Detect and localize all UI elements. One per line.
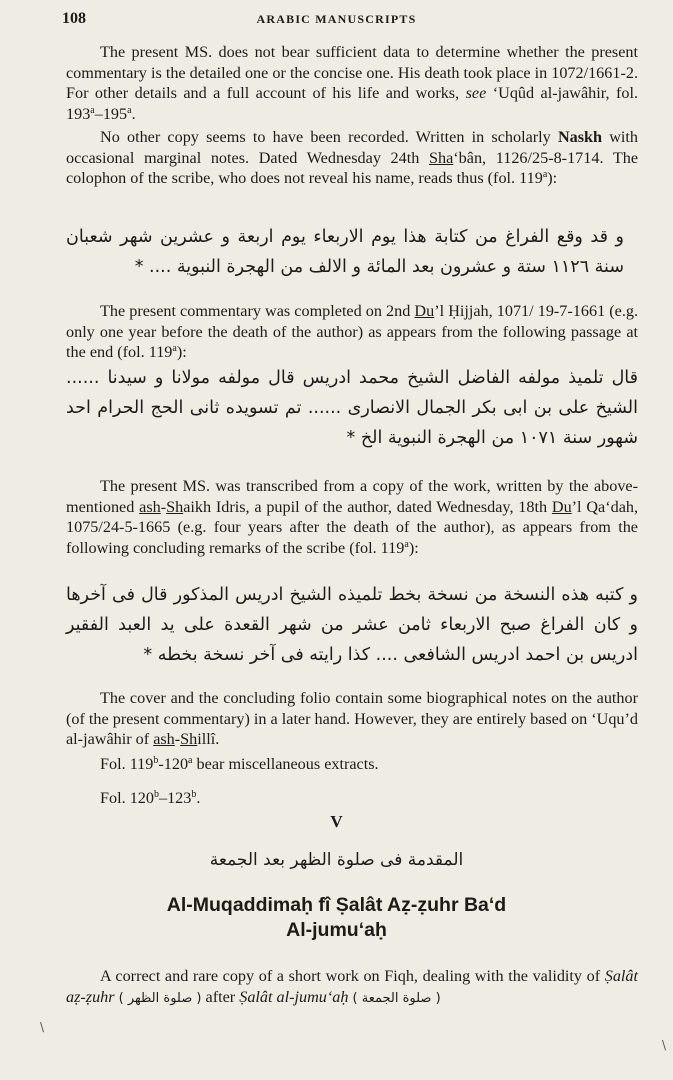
para5-ash: ash <box>153 730 175 749</box>
para4-text-b: aikh Idris, a pupil of the author, dated Wednesday, 18th <box>183 497 548 516</box>
para2-naskh: Naskh <box>557 128 603 146</box>
para1-end: . <box>131 104 136 123</box>
arabic-completion-quote: قال تلميذ مولفه الفاضل الشيخ محمد ادريس قال مولفه مولانا و سيدنا ...... الشيخ علی بن ابی بکر الجمال الانصاری ...... تم تسويده ثانی الحج الحرام احد شهور سنة ١٠٧١ من الهجرة النبوية الخ * <box>66 368 638 448</box>
para1-ref: ‘Uqûd al-jawâhir, fol. 193 <box>66 84 639 123</box>
fol-b-sup1: b <box>153 789 159 800</box>
para3-du: Du <box>414 302 435 320</box>
para6-text-a: A correct and rare copy of a short work on Fiqh, dealing with the validity of <box>100 967 601 985</box>
para4-du: Du <box>551 497 572 516</box>
page-header <box>0 10 673 32</box>
para6-salat1: Ṣalât aẓ-ẓuhr <box>66 967 639 1006</box>
arabic-scribe-quote: و کتبه هذه النسخة من نسخة بخط تلميذه الشيخ ادريس المذکور قال فی آخرها و کان الفراغ صبح الاربعاء ثامن عشر من شهر القعدة علی يد العبد الفقير ادريس بن احمد ادريس الشافعی .... کذا رايته فی آخر نسخة بخطه * <box>66 585 638 665</box>
section-numeral: V <box>330 812 343 831</box>
para1-sup1: a <box>90 104 95 116</box>
arabic-colophon-quote: و قد وقع الفراغ من كتابة هذا يوم الاربعاء يوم اربعة و عشرين شهر شعبان سنة ١١٢٦ ستة و عشرون بعد المائة و الالف من الهجرة النبوية .... * <box>66 227 624 277</box>
folio-range-line <box>66 788 638 809</box>
paragraph-transcription <box>66 476 638 558</box>
para3-text-b: ’l <box>434 302 445 320</box>
para3-text-c: , 1071/ 19-7-1661 (e.g. only one year before the death of the author) as appears from the following passage at the end (fol. 119 <box>66 302 639 362</box>
fol-a-sup1: b <box>153 755 159 766</box>
para2-text-b: with occasional marginal notes. Dated Wednesday 24th <box>66 128 638 167</box>
para6-salat2: Ṣalât al-jumu‘aḥ <box>239 987 349 1006</box>
arabic-title: المقدمة فی صلوة الظهر بعد الجمعة <box>209 850 464 870</box>
para4-ash: ash <box>139 497 161 516</box>
para4-sup: a <box>404 538 409 550</box>
para4-end: ): <box>408 538 419 557</box>
paragraph-death-date <box>66 42 638 124</box>
fol-a-post: bear miscellaneous extracts. <box>196 755 379 773</box>
folio-extracts-line <box>66 754 638 775</box>
fol-a-sup2: a <box>188 755 193 766</box>
para2-end: ): <box>547 169 558 188</box>
fol-b-mid: –123 <box>158 789 192 807</box>
fol-b-post: . <box>196 789 201 807</box>
para1-dash: –195 <box>94 104 128 123</box>
fol-a-pre: Fol. 119 <box>100 755 154 773</box>
para1-text: The present MS. does not bear sufficient data to determine whether the present commentary is the detailed one or the concise one. His death took place in 1072/1661-2. For other details and a full account of his life and works, <box>66 43 638 103</box>
para1-see: see <box>465 84 487 103</box>
para6-arabic1: ( صلوة الظهر ) <box>118 990 202 1006</box>
para4-text-c: ’l Qa‘dah, 1075/24-5-1665 (e.g. four years after the death of the author), as appears from the following concluding remarks of the scribe (fol. 119 <box>66 497 639 557</box>
paragraph-colophon-intro <box>66 127 638 189</box>
para3-text-a: The present commentary was completed on 2nd <box>100 302 411 320</box>
para4-dash: - <box>160 497 167 516</box>
para2-text-a: No other copy seems to have been recorded. Written in scholarly <box>100 128 551 146</box>
paragraph-biographical-notes <box>66 688 638 750</box>
section-title <box>0 893 673 943</box>
para5-sh: Sh <box>180 730 198 749</box>
para6-arabic2: ( صلوة الجمعة ) <box>352 990 441 1006</box>
running-head: ARABIC MANUSCRIPTS <box>256 12 417 26</box>
para5-dash: - <box>174 730 181 749</box>
para2-sup: a <box>542 169 548 181</box>
para2-text-c: ‘bân, 1126/25-8-1714. The colophon of the scribe, who does not reveal his name, reads thus (fol. 119 <box>66 148 639 188</box>
paragraph-work-description <box>66 966 638 1009</box>
para2-sha: Sha <box>429 148 454 167</box>
para5-text-a: The cover and the concluding folio contain some biographical notes on the author (of the present commentary) in a later hand. However, they are entirely based on ‘Uqu’d al-jawâhir of <box>66 689 638 749</box>
para4-sh: Sh <box>166 497 184 516</box>
title-line-1: Al-Muqaddimaḥ fî Ṣalât Aẓ-ẓuhr Ba‘d <box>166 894 507 916</box>
para3-hijjah: Ḥijjah <box>448 302 489 320</box>
paragraph-completion-date <box>66 301 638 363</box>
para3-sup: a <box>172 343 177 355</box>
margin-mark: \ <box>40 1020 45 1034</box>
title-line-2: Al-jumu‘aḥ <box>286 919 387 941</box>
para5-text-b: illî. <box>197 730 220 749</box>
para4-text-a: The present MS. was transcribed from a copy of the work, written by the above-mentioned <box>66 477 638 516</box>
page-number: 108 <box>62 10 86 27</box>
fol-b-pre: Fol. 120 <box>100 789 154 807</box>
margin-mark-right: \ <box>662 1038 667 1052</box>
fol-b-sup2: b <box>191 789 197 800</box>
para1-sup2: a <box>127 104 132 116</box>
fol-a-mid: -120 <box>158 755 189 773</box>
para3-end: ): <box>176 343 187 362</box>
para6-after: after <box>205 987 236 1006</box>
